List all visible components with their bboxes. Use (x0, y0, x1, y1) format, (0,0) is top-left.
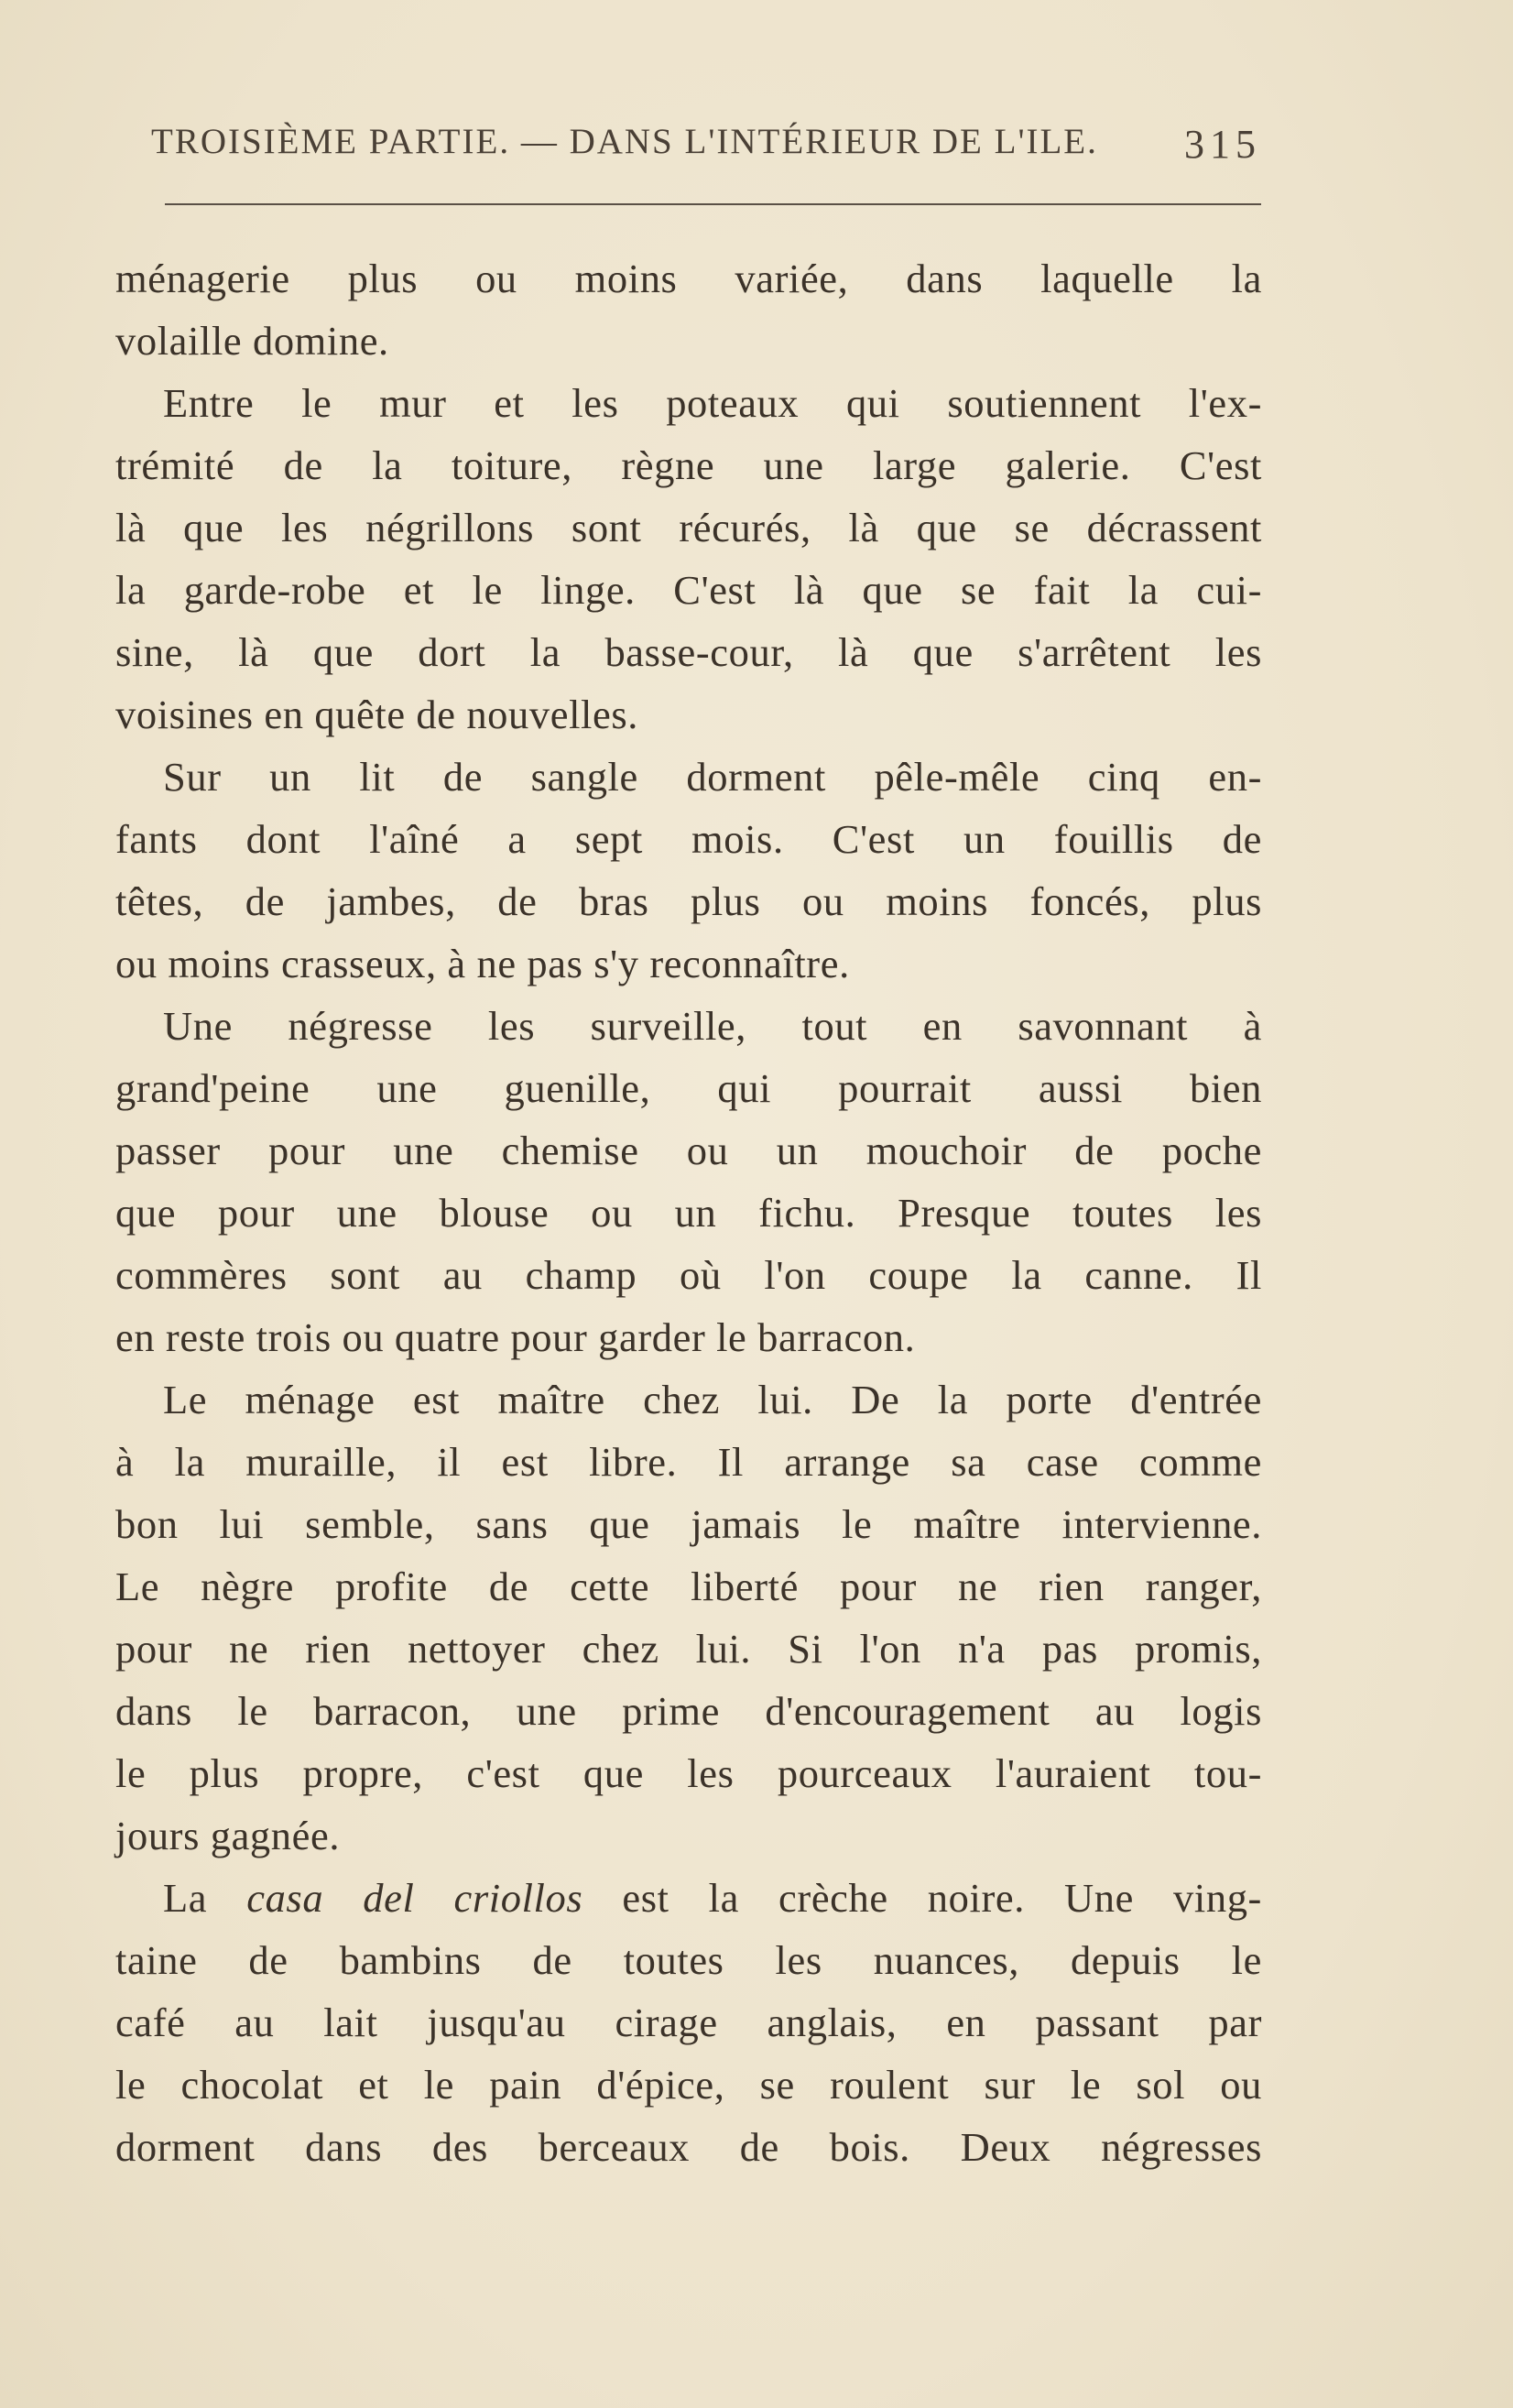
text-line: le plus propre, c'est que les pourceaux l'auraient tou- (115, 1750, 1262, 1796)
text-line: la garde-robe et le linge. C'est là que se fait la cui- (115, 567, 1262, 613)
text-line: pour ne rien nettoyer chez lui. Si l'on n'a pas promis, (115, 1626, 1262, 1672)
text-line: jours gagnée. (115, 1813, 341, 1858)
text-line: là que les négrillons sont récurés, là que se décrassent (115, 505, 1262, 550)
text-line: voisines en quête de nouvelles. (115, 692, 639, 737)
text-line: Le nègre profite de cette liberté pour ne rien ranger, (115, 1564, 1262, 1609)
text-line: le chocolat et le pain d'épice, se roulent sur le sol ou (115, 2062, 1262, 2108)
text-line: ménagerie plus ou moins variée, dans laquelle la (115, 256, 1262, 301)
text-line: fants dont l'aîné a sept mois. C'est un fouillis de (115, 816, 1262, 862)
text-line: en reste trois ou quatre pour garder le barracon. (115, 1314, 916, 1360)
text-line: trémité de la toiture, règne une large galerie. C'est (115, 442, 1262, 488)
text-line: dans le barracon, une prime d'encouragement au logis (115, 1688, 1262, 1734)
text-line: grand'peine une guenille, qui pourrait aussi bien (115, 1065, 1262, 1111)
text-line: commères sont au champ où l'on coupe la canne. Il (115, 1252, 1262, 1298)
running-title: TROISIÈME PARTIE. — DANS L'INTÉRIEUR DE L'ILE. (151, 122, 1098, 161)
text-line: têtes, de jambes, de bras plus ou moins foncés, plus (115, 878, 1262, 924)
text-line: volaille domine. (115, 318, 389, 364)
text-line: café au lait jusqu'au cirage anglais, en passant par (115, 1999, 1262, 2045)
text-line: à la muraille, il est libre. Il arrange sa case comme (115, 1439, 1262, 1485)
running-header (151, 121, 1261, 176)
text-line: ou moins crasseux, à ne pas s'y reconnaître. (115, 941, 850, 986)
body-text (115, 247, 1262, 2178)
text-line (115, 1867, 1262, 1929)
text-line: que pour une blouse ou un fichu. Presque toutes les (115, 1190, 1262, 1236)
text-line: Le ménage est maître chez lui. De la porte d'entrée (163, 1377, 1262, 1422)
text-line: Entre le mur et les poteaux qui soutiennent l'ex- (163, 380, 1262, 426)
page-number: 315 (1184, 122, 1261, 167)
text-line: dorment dans des berceaux de bois. Deux négresses (115, 2124, 1262, 2170)
text-segment: est la crèche noire. Une ving- (622, 1875, 1262, 1921)
text-segment: La (163, 1875, 208, 1921)
italic-phrase: casa del criollos (246, 1875, 583, 1921)
text-line: passer pour une chemise ou un mouchoir de poche (115, 1128, 1262, 1173)
header-rule (165, 203, 1261, 205)
text-line: bon lui semble, sans que jamais le maître intervienne. (115, 1501, 1262, 1547)
text-line: Une négresse les surveille, tout en savonnant à (163, 1003, 1262, 1049)
text-line: Sur un lit de sangle dorment pêle-mêle cinq en- (163, 754, 1262, 800)
text-line: sine, là que dort la basse-cour, là que s'arrêtent les (115, 629, 1262, 675)
text-line: taine de bambins de toutes les nuances, depuis le (115, 1937, 1262, 1983)
